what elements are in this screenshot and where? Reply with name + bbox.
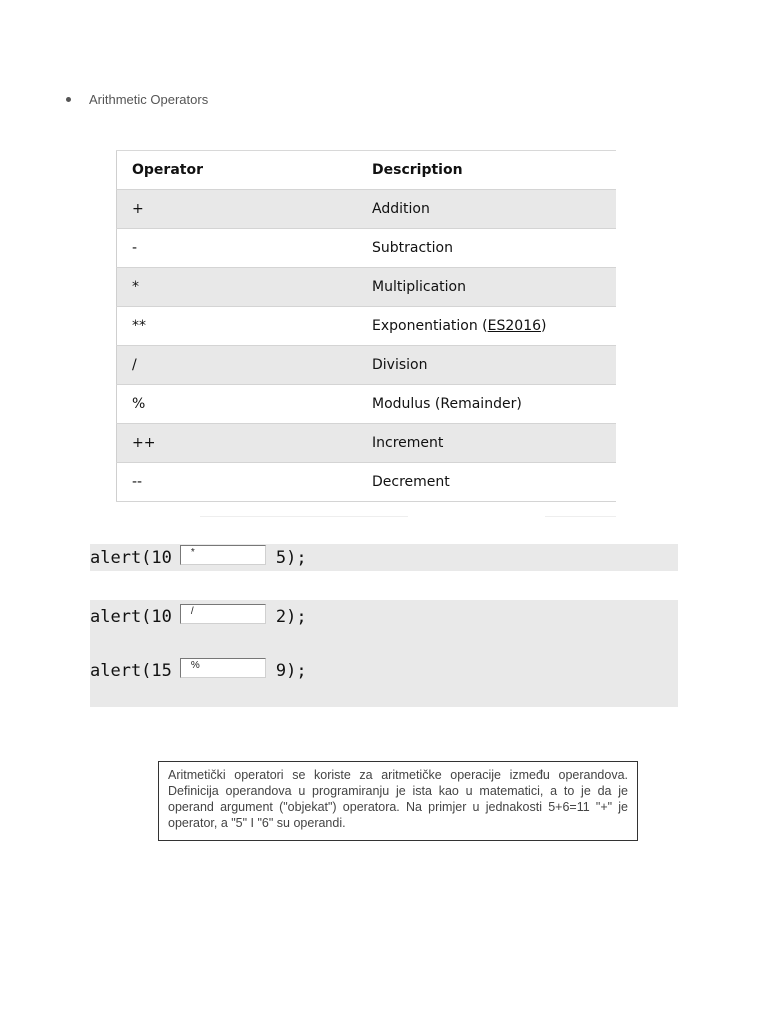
divider [200, 516, 408, 517]
operator-cell: -- [117, 463, 358, 502]
operator-cell: * [117, 268, 358, 307]
table-row [117, 229, 617, 268]
code-prefix: alert(10 [90, 607, 172, 627]
explanation-note: Aritmetički operatori se koriste za aritmetičke operacije između operandova. Definicija operandova u programiranju je ista kao u matematici, a to je da je operand argument ("objekat") operatora. Na primjer u jednakosti 5+6=11 "+" je operator, a "5" I "6" su operandi. [158, 761, 638, 841]
operator-cell: / [117, 346, 358, 385]
code-line [90, 544, 307, 571]
header-operator: Operator [117, 151, 358, 190]
description-cell: Addition [357, 190, 616, 229]
header-description: Description [357, 151, 616, 190]
table-header-row [117, 151, 617, 190]
code-example-1 [90, 544, 678, 571]
operator-cell: ++ [117, 424, 358, 463]
code-prefix: alert(15 [90, 661, 172, 681]
description-prefix: Exponentiation ( [372, 318, 488, 334]
description-cell: Modulus (Remainder) [357, 385, 616, 424]
operator-cell: % [117, 385, 358, 424]
code-suffix: 9); [275, 661, 307, 681]
code-line [90, 602, 307, 632]
code-example-2 [90, 600, 678, 707]
bullet-icon [66, 97, 71, 102]
code-line [90, 656, 307, 686]
table-row [117, 346, 617, 385]
operator-cell: - [117, 229, 358, 268]
table-row [117, 385, 617, 424]
table-row [117, 190, 617, 229]
operators-table [116, 150, 616, 502]
description-cell: Decrement [357, 463, 616, 502]
table-row [117, 307, 617, 346]
table-row [117, 424, 617, 463]
divider [545, 516, 616, 517]
description-cell [357, 307, 616, 346]
table-row [117, 463, 617, 502]
operator-answer-field[interactable]: / [180, 604, 266, 624]
description-cell: Multiplication [357, 268, 616, 307]
operator-answer-field[interactable]: * [180, 545, 266, 565]
operator-answer-field[interactable]: % [180, 658, 266, 678]
description-cell: Subtraction [357, 229, 616, 268]
description-cell: Increment [357, 424, 616, 463]
es2016-link[interactable]: ES2016 [487, 318, 542, 334]
operator-cell: + [117, 190, 358, 229]
operator-cell: ** [117, 307, 358, 346]
code-suffix: 2); [275, 607, 307, 627]
code-suffix: 5); [275, 547, 307, 568]
description-cell: Division [357, 346, 616, 385]
code-prefix: alert(10 [90, 547, 172, 568]
bullet-item [66, 92, 208, 107]
description-suffix: ) [541, 318, 547, 334]
bullet-label: Arithmetic Operators [89, 92, 209, 107]
table-row [117, 268, 617, 307]
